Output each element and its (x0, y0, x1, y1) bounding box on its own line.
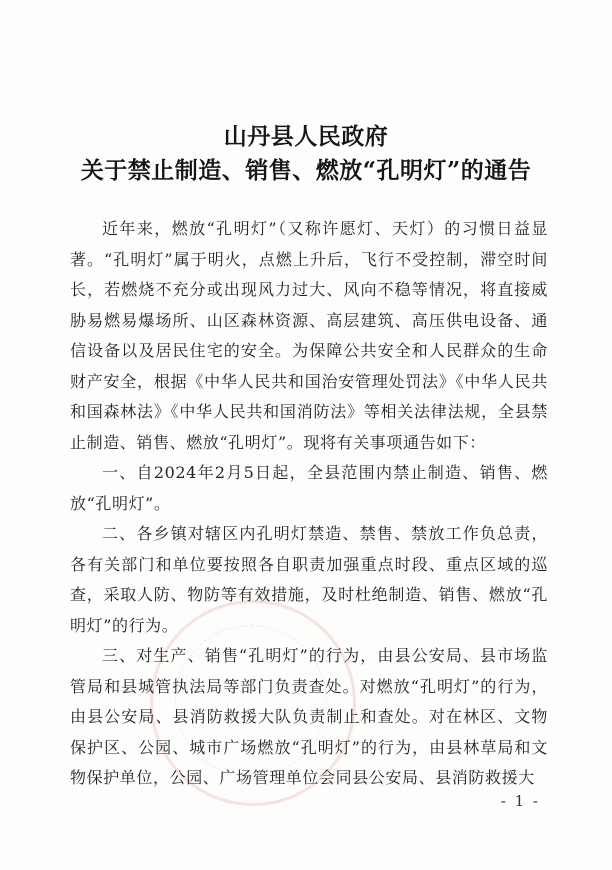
document-body (70, 214, 548, 794)
paragraph-item-1: 一、自2024年2月5日起，全县范围内禁止制造、销售、燃放“孔明灯”。 (70, 463, 548, 513)
page-number: - 1 - (500, 792, 540, 810)
notice-title: 关于禁止制造、销售、燃放“孔明灯”的通告 (80, 157, 532, 184)
document-title (0, 120, 612, 188)
paragraph-item-2: 二、各乡镇对辖区内孔明灯禁造、禁售、禁放工作负总责，各有关部门和单位要按照各自职责加强重点时段、重点区域的巡查，采取人防、物防等有效措施，及时杜绝制造、销售、燃放“孔明灯”的行为。 (70, 524, 548, 635)
paragraph-intro: 近年来，燃放“孔明灯”（又称许愿灯、天灯）的习惯日益显著。“孔明灯”属于明火，点燃上升后，飞行不受控制，滞空时间长，若燃烧不充分或出现风力过大、风向不稳等情况，将直接威胁易燃易爆场所、山区森林资源、高层建筑、高压供电设备、通信设备以及居民住宅的安全。为保障公共安全和人民群众的生命财产安全，根据《中华人民共和国治安管理处罚法》《中华人民共和国森林法》《中华人民共和国消防法》等相关法律法规，全县禁止制造、销售、燃放“孔明灯”。现将有关事项通告如下： (70, 219, 548, 452)
paragraph-item-3: 三、对生产、销售“孔明灯”的行为，由县公安局、县市场监管局和县城管执法局等部门负责查处。对燃放“孔明灯”的行为，由县公安局、县消防救援大队负责制止和查处。对在林区、文物保护区、公园、城市广场燃放“孔明灯”的行为，由县林草局和文物保护单位，公园、广场管理单位会同县公安局、县消防救援大 (70, 646, 548, 787)
issuer-title: 山丹县人民政府 (223, 123, 389, 150)
